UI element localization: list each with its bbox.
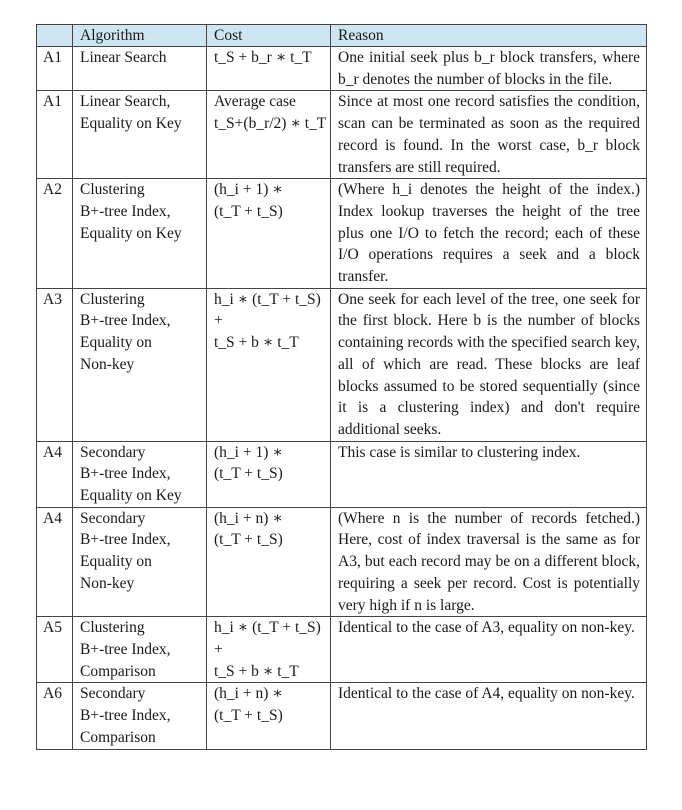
algorithm-line: Secondary [80,685,146,703]
table-row [37,683,647,749]
algorithm-line: Equality on Key [80,224,182,242]
table-row [37,617,647,683]
cost-line: t_S+(b_r/2) ∗ t_T [214,115,327,133]
table-row [37,47,647,91]
cell-reason: (Where h_i denotes the height of the index.) Index lookup traverses the height of the tree plus one I/O to fetch the record; each of these I/O operations requires a seek and a block transfer. [331,179,647,289]
algorithm-line: Clustering [80,619,145,637]
algorithm-line: Non-key [80,574,135,592]
table-row [37,507,647,617]
header-cost: Cost [207,25,331,47]
algorithm-line: B+-tree Index, [80,465,171,483]
cell-id: A3 [37,288,73,441]
algorithm-line: Equality on [80,553,152,571]
cost-line: (t_T + t_S) [214,202,283,220]
cell-cost [207,507,331,617]
table-body [37,47,647,750]
algorithm-line: B+-tree Index, [80,202,171,220]
cost-line: (h_i + 1) ∗ [214,181,283,199]
cell-algorithm [73,179,207,289]
cell-id: A4 [37,441,73,507]
table-header-row [37,25,647,47]
algorithm-line: B+-tree Index, [80,531,171,549]
cost-line: Average case [214,93,296,111]
cell-id: A2 [37,179,73,289]
cell-reason: Identical to the case of A3, equality on non-key. [331,617,647,683]
algorithm-line: Secondary [80,443,146,461]
cell-cost [207,288,331,441]
cell-id: A1 [37,47,73,91]
cell-algorithm [73,91,207,179]
algorithm-line: Comparison [80,728,156,746]
cell-algorithm [73,507,207,617]
algorithm-line: B+-tree Index, [80,312,171,330]
cell-id: A4 [37,507,73,617]
table-row [37,91,647,179]
algorithm-line: B+-tree Index, [80,707,171,725]
algorithm-line: B+-tree Index, [80,640,171,658]
cost-line: (h_i + 1) ∗ [214,443,283,461]
algorithm-line: Clustering [80,290,145,308]
algorithm-line: Equality on [80,334,152,352]
cell-reason: Identical to the case of A4, equality on non-key. [331,683,647,749]
cell-cost [207,683,331,749]
cell-id: A6 [37,683,73,749]
table-row [37,179,647,289]
algorithm-line: Linear Search [80,49,167,66]
algorithm-line: Secondary [80,509,146,527]
cost-line: (h_i + n) ∗ [214,509,283,527]
algorithm-line: Equality on Key [80,487,182,505]
cost-line: h_i ∗ (t_T + t_S) + [214,290,321,330]
cell-reason: (Where n is the number of records fetched.) Here, cost of index traversal is the same as for A3, but each record may be on a different block, requiring a seek per record. Cost is potentially very high if n is large. [331,507,647,617]
cell-cost [207,47,331,91]
cell-reason: Since at most one record satisfies the condition, scan can be terminated as soon as the required record is found. In the worst case, b_r block transfers are still required. [331,91,647,179]
cell-reason: This case is similar to clustering index. [331,441,647,507]
algorithm-line: Linear Search, [80,93,171,111]
cell-cost [207,441,331,507]
cell-cost [207,617,331,683]
cell-id: A1 [37,91,73,179]
cell-algorithm [73,47,207,91]
table-row [37,288,647,441]
cell-algorithm [73,683,207,749]
algorithm-line: Clustering [80,181,145,199]
cell-cost [207,179,331,289]
header-algorithm: Algorithm [73,25,207,47]
cost-line: t_S + b_r ∗ t_T [214,49,312,66]
table-row [37,441,647,507]
cell-id: A5 [37,617,73,683]
cell-reason: One initial seek plus b_r block transfers, where b_r denotes the number of blocks in the file. [331,47,647,91]
cost-line: h_i ∗ (t_T + t_S) + [214,619,321,658]
cost-line: (h_i + n) ∗ [214,685,283,703]
algorithm-line: Non-key [80,355,135,373]
cost-line: (t_T + t_S) [214,465,283,483]
header-id [37,25,73,47]
algorithm-cost-table [36,24,647,750]
header-reason: Reason [331,25,647,47]
cost-line: t_S + b ∗ t_T [214,334,299,352]
cost-line: (t_T + t_S) [214,707,283,725]
cell-algorithm [73,617,207,683]
algorithm-line: Equality on Key [80,115,182,133]
cell-algorithm [73,441,207,507]
algorithm-line: Comparison [80,662,156,680]
cost-line: t_S + b ∗ t_T [214,662,299,680]
cost-line: (t_T + t_S) [214,531,283,549]
cell-algorithm [73,288,207,441]
cell-cost [207,91,331,179]
cell-reason: One seek for each level of the tree, one seek for the first block. Here b is the number of blocks containing records with the specified search key, all of which are read. These blocks are leaf blocks assumed to be stored sequentially (since it is a clustering index) and don't require additional seeks. [331,288,647,441]
